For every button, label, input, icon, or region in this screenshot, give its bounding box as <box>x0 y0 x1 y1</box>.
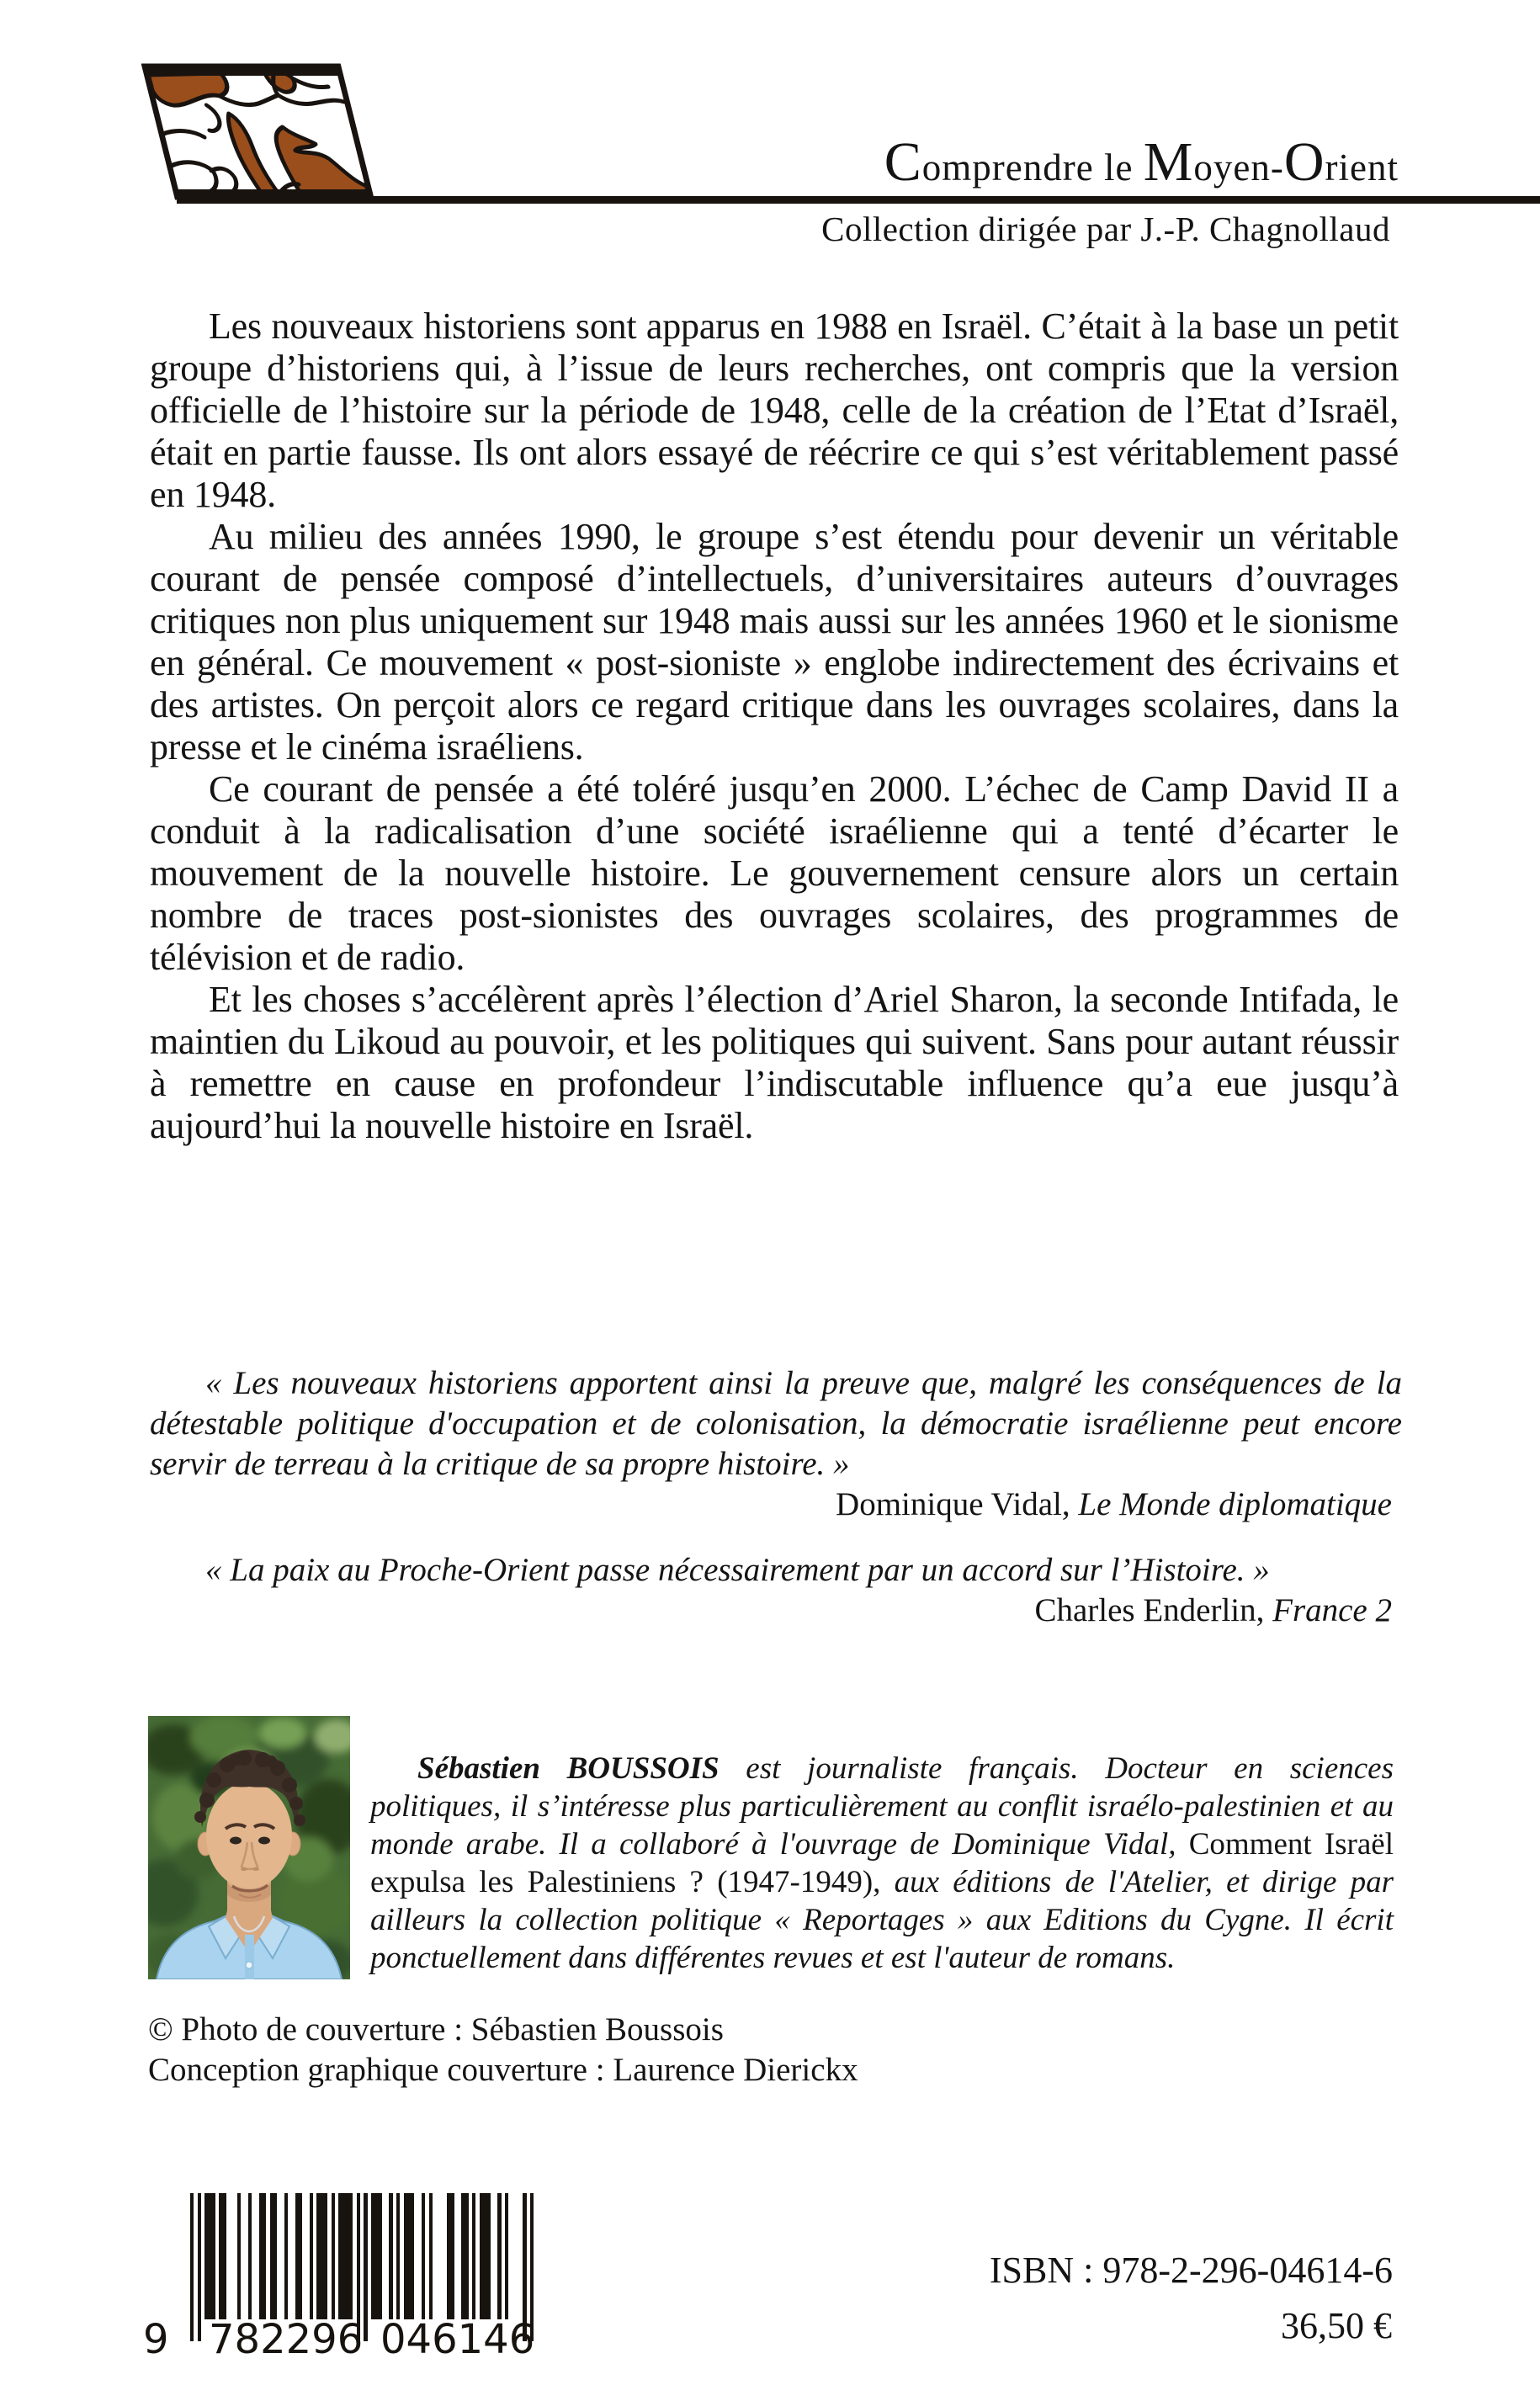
quote-vidal-text: « Les nouveaux historiens apportent ainsi la preuve que, malgré les conséquences de la détestable politique d'occupation et de colonisation, la démocratie israélienne peut encore servir de terreau à la critique de sa propre histoire. » <box>150 1365 1402 1482</box>
series-title-cap: M <box>1143 131 1194 193</box>
quote-enderlin-attribution <box>150 1591 1402 1631</box>
design-credit-line: Conception graphique couverture : Laurence Dierickx <box>148 2052 858 2088</box>
synopsis-paragraph-2: Au milieu des années 1990, le groupe s’est étendu pour devenir un véritable courant de pensée composé d’intellectuels, d’universitaires auteurs d’ouvrages critiques non plus uniquement sur 1948 mais aussi sur les années 1960 et le sionisme en général. Ce mouvement « post-sioniste » englobe indirectement des écrivains et des artistes. On perçoit alors ce regard critique dans les ouvrages scolaires, dans la presse et le cinéma israéliens. <box>150 516 1399 768</box>
press-quotes <box>150 1363 1402 1631</box>
isbn-number: ISBN : 978-2-296-04614-6 <box>989 2250 1393 2291</box>
series-title: Comprendre le Moyen-Orient <box>884 131 1399 193</box>
referenced-book-title: Comment Israël expulsa les Palestiniens ? (1947-1949), <box>370 1827 1394 1899</box>
series-title-cap: O <box>1283 131 1325 193</box>
quote-vidal-attribution <box>150 1485 1402 1525</box>
price: 36,50 € <box>1281 2305 1392 2346</box>
quote-author-name: Dominique Vidal, <box>836 1486 1079 1522</box>
quote-source: France 2 <box>1272 1592 1392 1628</box>
quote-enderlin-text: « La paix au Proche-Orient passe nécessairement par un accord sur l’Histoire. » <box>205 1552 1270 1588</box>
author-name: Sébastien BOUSSOIS <box>417 1751 720 1786</box>
author-portrait-photo <box>148 1716 350 1979</box>
barcode-left-digits: 782296 <box>209 2316 364 2363</box>
quote-source: Le Monde diplomatique <box>1078 1486 1392 1522</box>
bio-text-1: est journaliste français. Docteur en sciences politiques, il s’intéresse plus particulièrement au conflit israélo-palestinien et au monde arabe. Il a collaboré à l'ouvrage de Dominique Vidal, <box>370 1751 1394 1862</box>
synopsis-paragraph-3: Ce courant de pensée a été toléré jusqu’en 2000. L’échec de Camp David II a conduit à la radicalisation d’une société israélienne qui a tenté d’écarter le mouvement de la nouvelle histoire. Le gouvernement censure alors un certain nombre de traces post-sionistes des ouvrages scolaires, des programmes de télévision et de radio. <box>150 768 1399 978</box>
synopsis-paragraph-4: Et les choses s’accélèrent après l’élection d’Ariel Sharon, la seconde Intifada, le maintien du Likoud au pouvoir, et les politiques qui suivent. Sans pour autant réussir à remettre en cause en profondeur l’indiscutable influence qu’a eue jusqu’à aujourd’hui la nouvelle histoire en Israël. <box>150 979 1399 1146</box>
photo-credit-line: © Photo de couverture : Sébastien Boussois <box>148 2011 724 2048</box>
synopsis <box>150 305 1399 1147</box>
quote-author-name: Charles Enderlin, <box>1034 1592 1273 1628</box>
synopsis-paragraph-1: Les nouveaux historiens sont apparus en 1988 en Israël. C’était à la base un petit groupe d’historiens qui, à l’issue de leurs recherches, ont compris que la version officielle de l’histoire sur la période de 1948, celle de la création de l’Etat d’Israël, était en partie fausse. Ils ont alors essayé de réécrire ce qui s’est véritablement passé en 1948. <box>150 305 1399 515</box>
collection-director-line: Collection dirigée par J.-P. Chagnollaud <box>821 210 1390 248</box>
collection-logo-middle-east-map <box>141 62 394 211</box>
author-bio <box>370 1750 1394 1977</box>
cover-credits <box>148 2010 858 2090</box>
series-title-cap: C <box>884 131 922 193</box>
barcode-lead-digit: 9 <box>143 2316 169 2363</box>
barcode-right-digits: 046146 <box>380 2316 535 2363</box>
bio-text-2: aux éditions de l'Atelier, et dirige par ailleurs la collection politique « Reportages » aux Editions du Cygne. Il écrit ponctuellement dans différentes revues et est l'auteur de romans. <box>370 1865 1394 1975</box>
header-rule <box>177 196 1540 204</box>
